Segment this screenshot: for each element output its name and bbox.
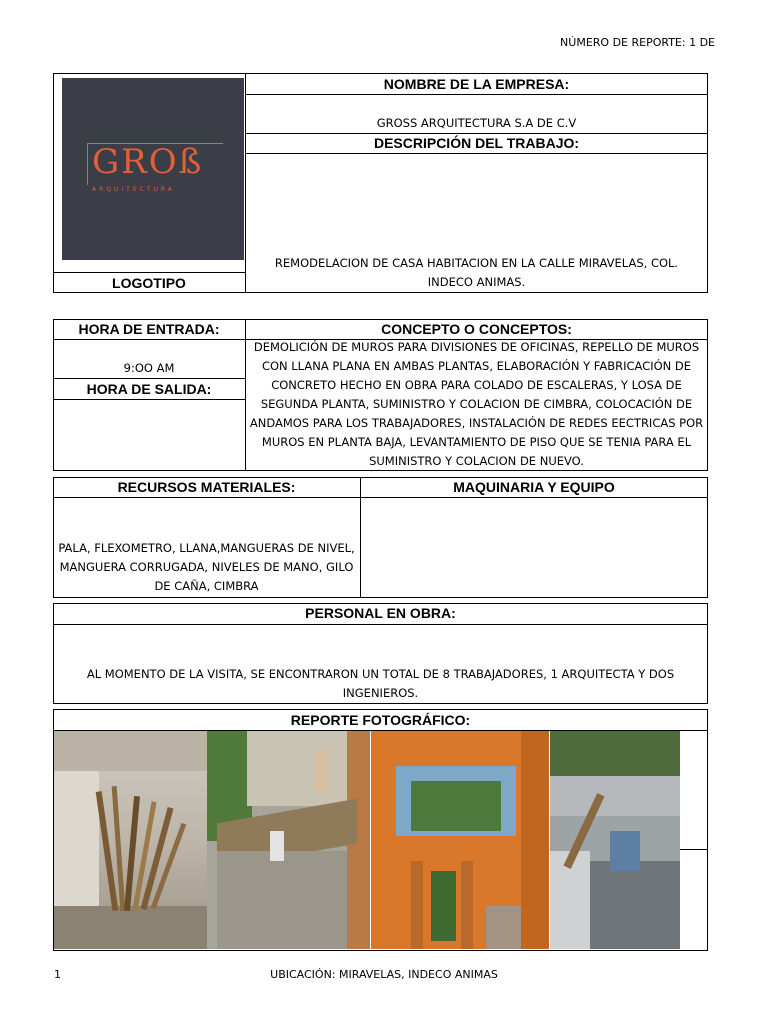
logo-label: LOGOTIPO <box>112 275 186 291</box>
description-value: REMODELACION DE CASA HABITACION EN LA CALLE MIRAVELAS, COL. INDECO ANIMAS. <box>274 256 679 289</box>
logo-subtext: ARQUITECTURA <box>92 186 175 193</box>
company-logo <box>62 78 244 260</box>
photo-demolition <box>54 731 207 949</box>
materials-value: PALA, FLEXOMETRO, LLANA,MANGUERAS DE NIVEL, MANGUERA CORRUGADA, NIVELES DE MANO, GILO DE CAÑA, CIMBRA <box>58 541 355 593</box>
company-name-value: GROSS ARQUITECTURA S.A DE C.V <box>376 116 577 130</box>
machinery-label: MAQUINARIA Y EQUIPO <box>453 479 615 495</box>
photo-roof-slab <box>550 731 680 949</box>
company-name-label: NOMBRE DE LA EMPRESA: <box>383 76 570 92</box>
concepts-value: DEMOLICIÓN DE MUROS PARA DIVISIONES DE OFICINAS, REPELLO DE MUROS CON LLANA PLANA EN AMBAS PLANTAS, ELABORACIÓN Y FABRICACIÓN DE CONCRETO HECHO EN OBRA PARA COLADO DE ESCALERAS, Y LOSA DE SEGUNDA PLANTA, SUMINISTRO Y COLACION DE CIMBRA, COLOCACIÓN DE ANDAMOS PARA LOS TRABAJADORES, INSTALACIÓN DE REDES EECTRICAS POR MUROS EN PLANTA BAJA, LEVANTAMIENTO DE PISO QUE SE TENIA PARA EL SUMINISTRO Y COLACION DE NUEVO. <box>249 340 704 468</box>
staff-value: AL MOMENTO DE LA VISITA, SE ENCONTRARON UN TOTAL DE 8 TRABAJADORES, 1 ARQUITECTA Y DOS INGENIEROS. <box>86 667 675 700</box>
materials-label: RECURSOS MATERIALES: <box>117 479 296 495</box>
photo-orange-hall <box>371 731 549 949</box>
photo-report-label: REPORTE FOTOGRÁFICO: <box>290 712 471 728</box>
entry-time-label: HORA DE ENTRADA: <box>78 321 220 337</box>
entry-time-value: 9:OO AM <box>123 361 175 375</box>
page-number: 1 <box>54 968 61 981</box>
photo-formwork <box>207 731 370 949</box>
description-label: DESCRIPCIÓN DEL TRABAJO: <box>373 135 580 151</box>
location-footer: UBICACIÓN: MIRAVELAS, INDECO ANIMAS <box>270 968 498 981</box>
staff-label: PERSONAL EN OBRA: <box>305 605 456 621</box>
report-number: NÚMERO DE REPORTE: 1 DE <box>560 36 715 49</box>
exit-time-label: HORA DE SALIDA: <box>86 381 212 397</box>
concepts-label: CONCEPTO O CONCEPTOS: <box>381 321 572 337</box>
logo-wordmark: GROß <box>92 142 204 182</box>
